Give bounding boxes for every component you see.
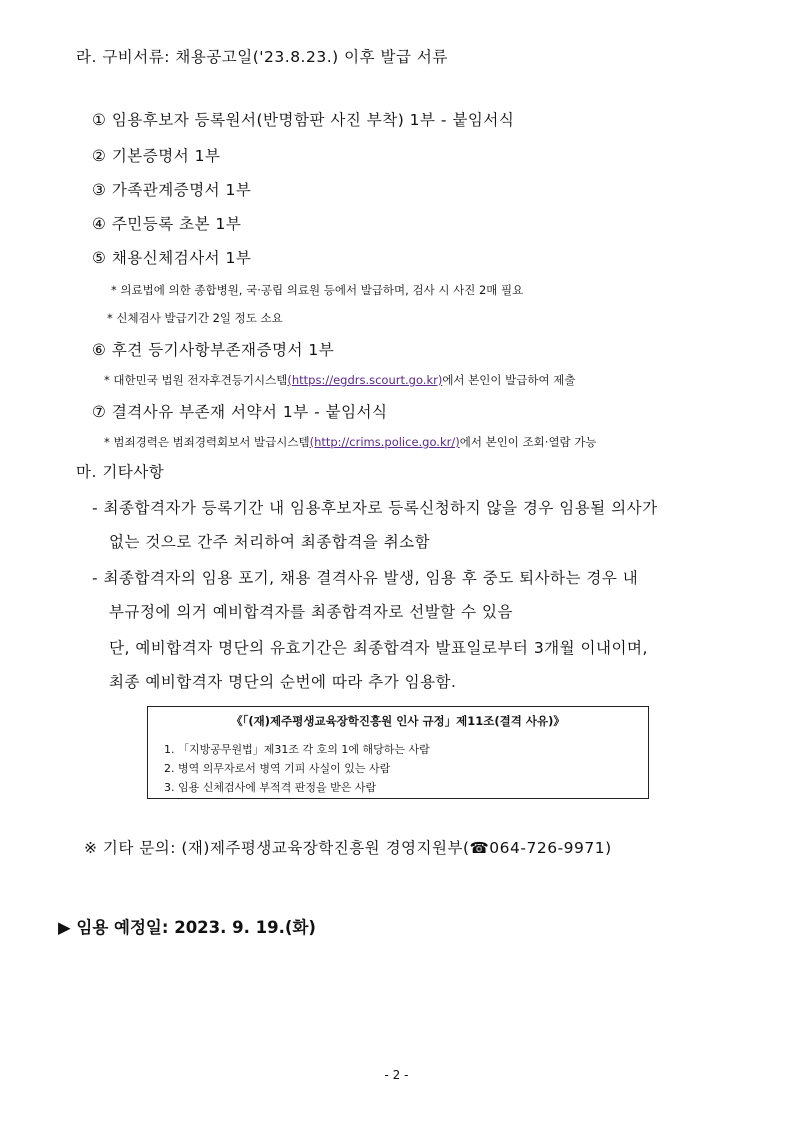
- section-ra-heading: 라. 구비서류: 채용공고일('23.8.23.) 이후 발급 서류: [76, 48, 448, 66]
- doc-item-6: ⑥ 후견 등기사항부존재증명서 1부: [92, 341, 335, 359]
- item6-note-prefix: * 대한민국 법원 전자후견등기시스템: [104, 373, 288, 387]
- regulation-item-3: 3. 임용 신체검사에 부적격 판정을 받은 사람: [164, 781, 377, 794]
- health-note-1: * 의료법에 의한 종합병원, 국·공립 의료원 등에서 발급하며, 검사 시 사진 2매 필요: [111, 283, 524, 297]
- page-number: - 2 -: [384, 1068, 409, 1082]
- regulation-box: [147, 706, 649, 799]
- item7-note-suffix: 에서 본인이 조회·열람 가능: [459, 435, 597, 449]
- section-ma-heading: 마. 기타사항: [76, 463, 165, 481]
- bullet2-line3: 단, 예비합격자 명단의 유효기간은 최종합격자 발표일로부터 3개월 이내이며,: [109, 639, 648, 657]
- regulation-item-1: 1. 「지방공무원법」제31조 각 호의 1에 해당하는 사람: [164, 743, 430, 756]
- item6-note-suffix: 에서 본인이 발급하여 제출: [442, 373, 576, 387]
- appointment-date: ▶ 임용 예정일: 2023. 9. 19.(화): [58, 918, 316, 937]
- doc-item-2: ② 기본증명서 1부: [92, 147, 221, 165]
- item7-note: [104, 434, 597, 450]
- health-note-2: * 신체검사 발급기간 2일 정도 소요: [107, 311, 283, 325]
- regulation-item-2: 2. 병역 의무자로서 병역 기피 사실이 있는 사람: [164, 762, 391, 775]
- bullet1-line1: - 최종합격자가 등록기간 내 임용후보자로 등록신청하지 않을 경우 임용될 의사가: [92, 499, 658, 517]
- bullet2-line4: 최종 예비합격자 명단의 순번에 따라 추가 임용함.: [109, 673, 457, 691]
- item6-note: [104, 372, 575, 388]
- bullet1-line2: 없는 것으로 간주 처리하여 최종합격을 취소함: [109, 533, 431, 551]
- item7-note-prefix: * 범죄경력은 범죄경력회보서 발급시스템: [104, 435, 310, 449]
- bullet2-line2: 부규정에 의거 예비합격자를 최종합격자로 선발할 수 있음: [109, 603, 513, 621]
- bullet2-line1: - 최종합격자의 임용 포기, 채용 결격사유 발생, 임용 후 중도 퇴사하는 경우 내: [92, 569, 639, 587]
- doc-item-7: ⑦ 결격사유 부존재 서약서 1부 - 붙임서식: [92, 403, 388, 421]
- doc-item-1: ① 임용후보자 등록원서(반명함판 사진 부착) 1부 - 붙임서식: [92, 111, 515, 129]
- crims-link[interactable]: (http://crims.police.go.kr/): [309, 435, 460, 449]
- doc-item-3: ③ 가족관계증명서 1부: [92, 181, 252, 199]
- egdrs-link[interactable]: (https://egdrs.scourt.go.kr): [287, 373, 443, 387]
- doc-item-4: ④ 주민등록 초본 1부: [92, 215, 242, 233]
- contact-info: ※ 기타 문의: (재)제주평생교육장학진흥원 경영지원부(☎064-726-9971): [84, 839, 612, 857]
- doc-item-5: ⑤ 채용신체검사서 1부: [92, 249, 252, 267]
- regulation-box-title: 《「(재)제주평생교육장학진흥원 인사 규정」제11조(결격 사유)》: [231, 714, 565, 728]
